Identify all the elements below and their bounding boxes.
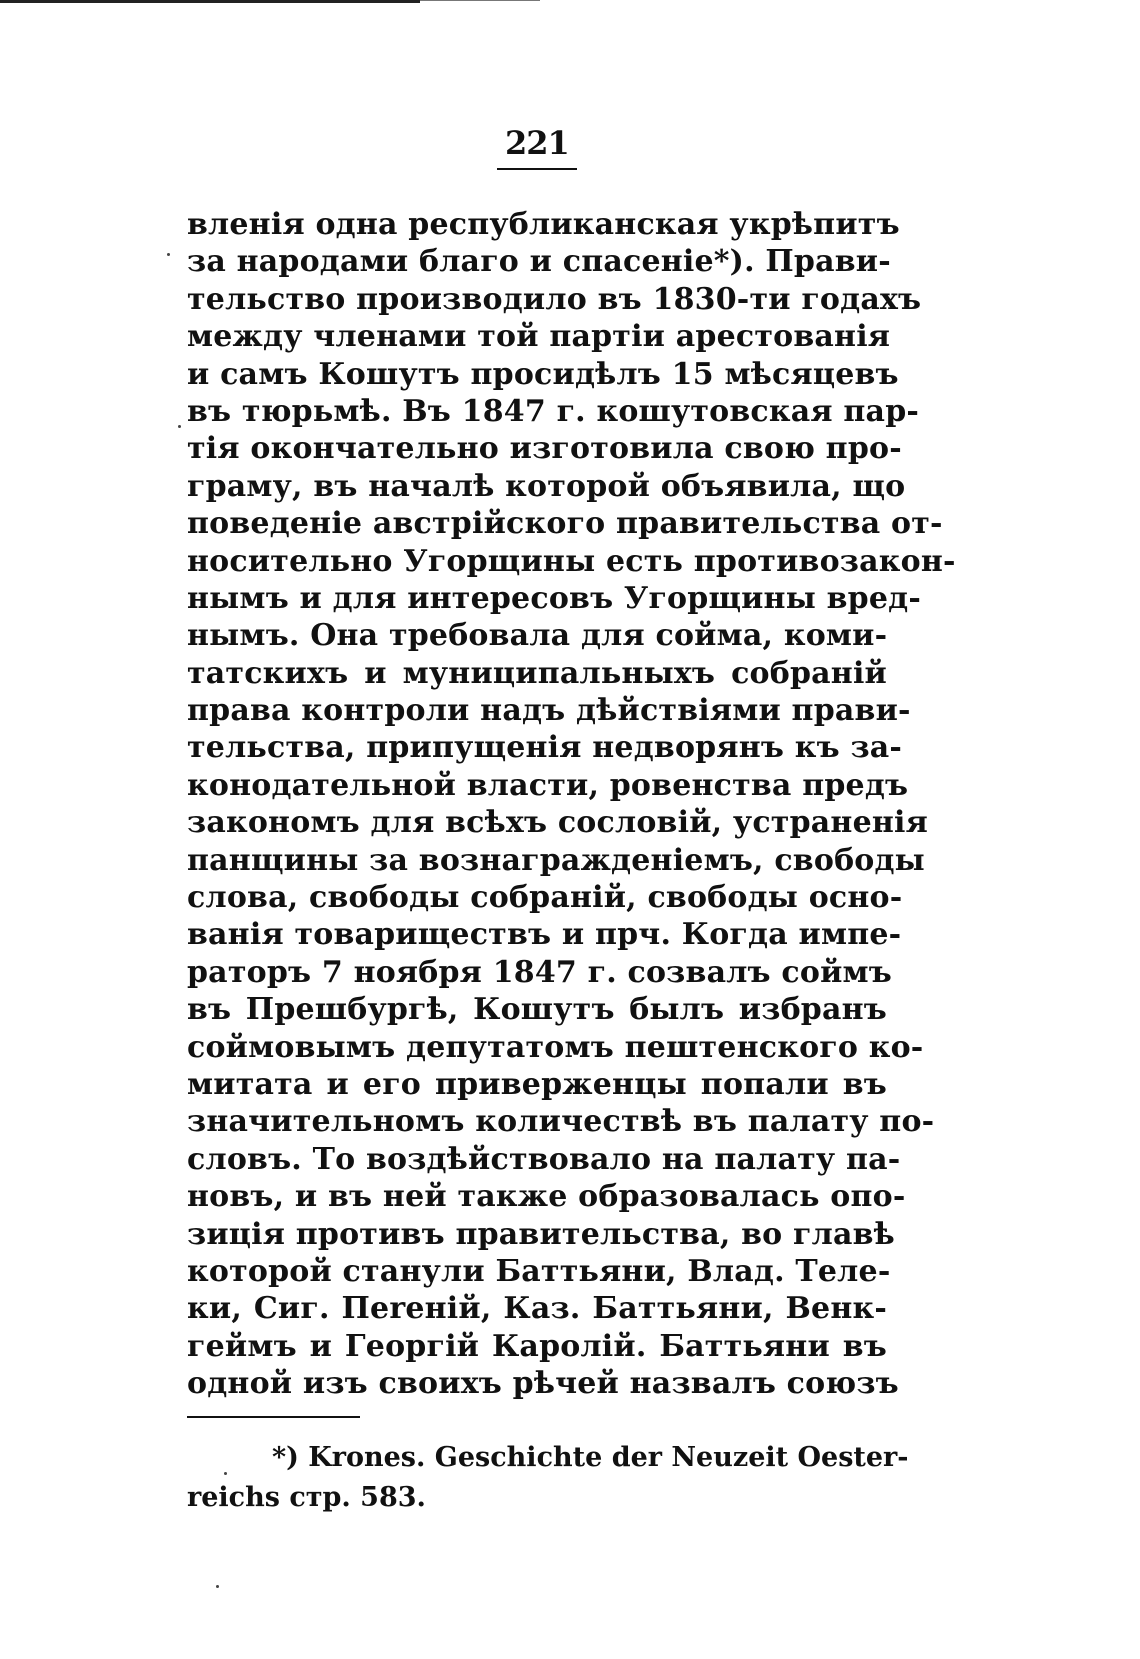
text-line: новъ, и въ ней также образовалась опо- bbox=[187, 1179, 906, 1215]
text-line: носительно Угорщины есть противозакон- bbox=[187, 543, 956, 579]
text-line: словъ. То воздѣйствовало на палату па- bbox=[187, 1141, 901, 1177]
footnote bbox=[187, 1438, 909, 1518]
scan-edge-mark bbox=[0, 0, 420, 3]
text-line: ванія товариществъ и прч. Когда импе- bbox=[187, 917, 902, 953]
text-line: граму, въ началѣ которой объявила, що bbox=[187, 468, 906, 504]
text-line: слова, свободы собраній, свободы осно- bbox=[187, 880, 903, 916]
scan-speck bbox=[216, 1585, 219, 1588]
text-line: права контроли надъ дѣйствіями прави- bbox=[187, 693, 911, 729]
footnote-line: reichs стр. 583. bbox=[187, 1482, 426, 1513]
text-line: конодательной власти, ровенства предъ bbox=[187, 767, 909, 803]
body-text bbox=[187, 206, 956, 1403]
text-line: и самъ Кошутъ просидѣлъ 15 мѣсяцевъ bbox=[187, 356, 899, 392]
text-line: въ тюрьмѣ. Въ 1847 г. кошутовская пар- bbox=[187, 393, 920, 429]
scan-speck bbox=[178, 425, 181, 428]
text-line: раторъ 7 ноября 1847 г. созвалъ соймъ bbox=[187, 954, 893, 990]
text-line: значительномъ количествѣ въ палату по- bbox=[187, 1104, 935, 1140]
footnote-separator bbox=[187, 1416, 360, 1418]
text-line: геймъ и Георгій Каролій. Баттьяни въ bbox=[187, 1328, 887, 1364]
text-line: зиція противъ правительства, во главѣ bbox=[187, 1216, 895, 1252]
text-line: закономъ для всѣхъ сословій, устраненія bbox=[187, 805, 928, 841]
page-number-rule bbox=[497, 168, 577, 170]
text-line: нымъ. Она требовала для сойма, коми- bbox=[187, 618, 888, 654]
text-line: которой станули Баттьяни, Влад. Теле- bbox=[187, 1253, 891, 1289]
text-line: тельство производило въ 1830-ти годахъ bbox=[187, 281, 922, 317]
scan-edge-mark-faint bbox=[420, 0, 540, 1]
text-line: тія окончательно изготовила свою про- bbox=[187, 431, 902, 467]
page-number: 221 bbox=[505, 124, 569, 162]
text-line: ки, Сиг. Пereній, Каз. Баттьяни, Венк- bbox=[187, 1291, 887, 1327]
text-line: панщины за вознагражденіемъ, свободы bbox=[187, 842, 925, 878]
text-line: соймовымъ депутатомъ пештенского ко- bbox=[187, 1029, 924, 1065]
text-line: въ Прешбургѣ, Кошутъ былъ избранъ bbox=[187, 992, 887, 1028]
text-line: поведеніе австрійского правительства от- bbox=[187, 506, 943, 542]
text-line: вленія одна республиканская укрѣпитъ bbox=[187, 207, 900, 242]
scan-speck bbox=[167, 253, 170, 256]
scan-speck bbox=[224, 1472, 227, 1475]
text-line: за народами благо и спасеніе*). Прави- bbox=[187, 244, 891, 280]
text-line: между членами той партіи арестованія bbox=[187, 319, 891, 355]
text-line: тельства, припущенія недворянъ къ за- bbox=[187, 730, 903, 766]
text-line: одной изъ своихъ рѣчей назвалъ союзъ bbox=[187, 1366, 899, 1402]
text-line: митата и его приверженцы попали въ bbox=[187, 1066, 887, 1102]
text-line: нымъ и для интересовъ Угорщины вред- bbox=[187, 580, 921, 616]
footnote-line: *) Krones. Geschichte der Neuzeit Oester- bbox=[272, 1442, 909, 1473]
text-line: татскихъ и муниципальныхъ собраній bbox=[187, 655, 887, 691]
